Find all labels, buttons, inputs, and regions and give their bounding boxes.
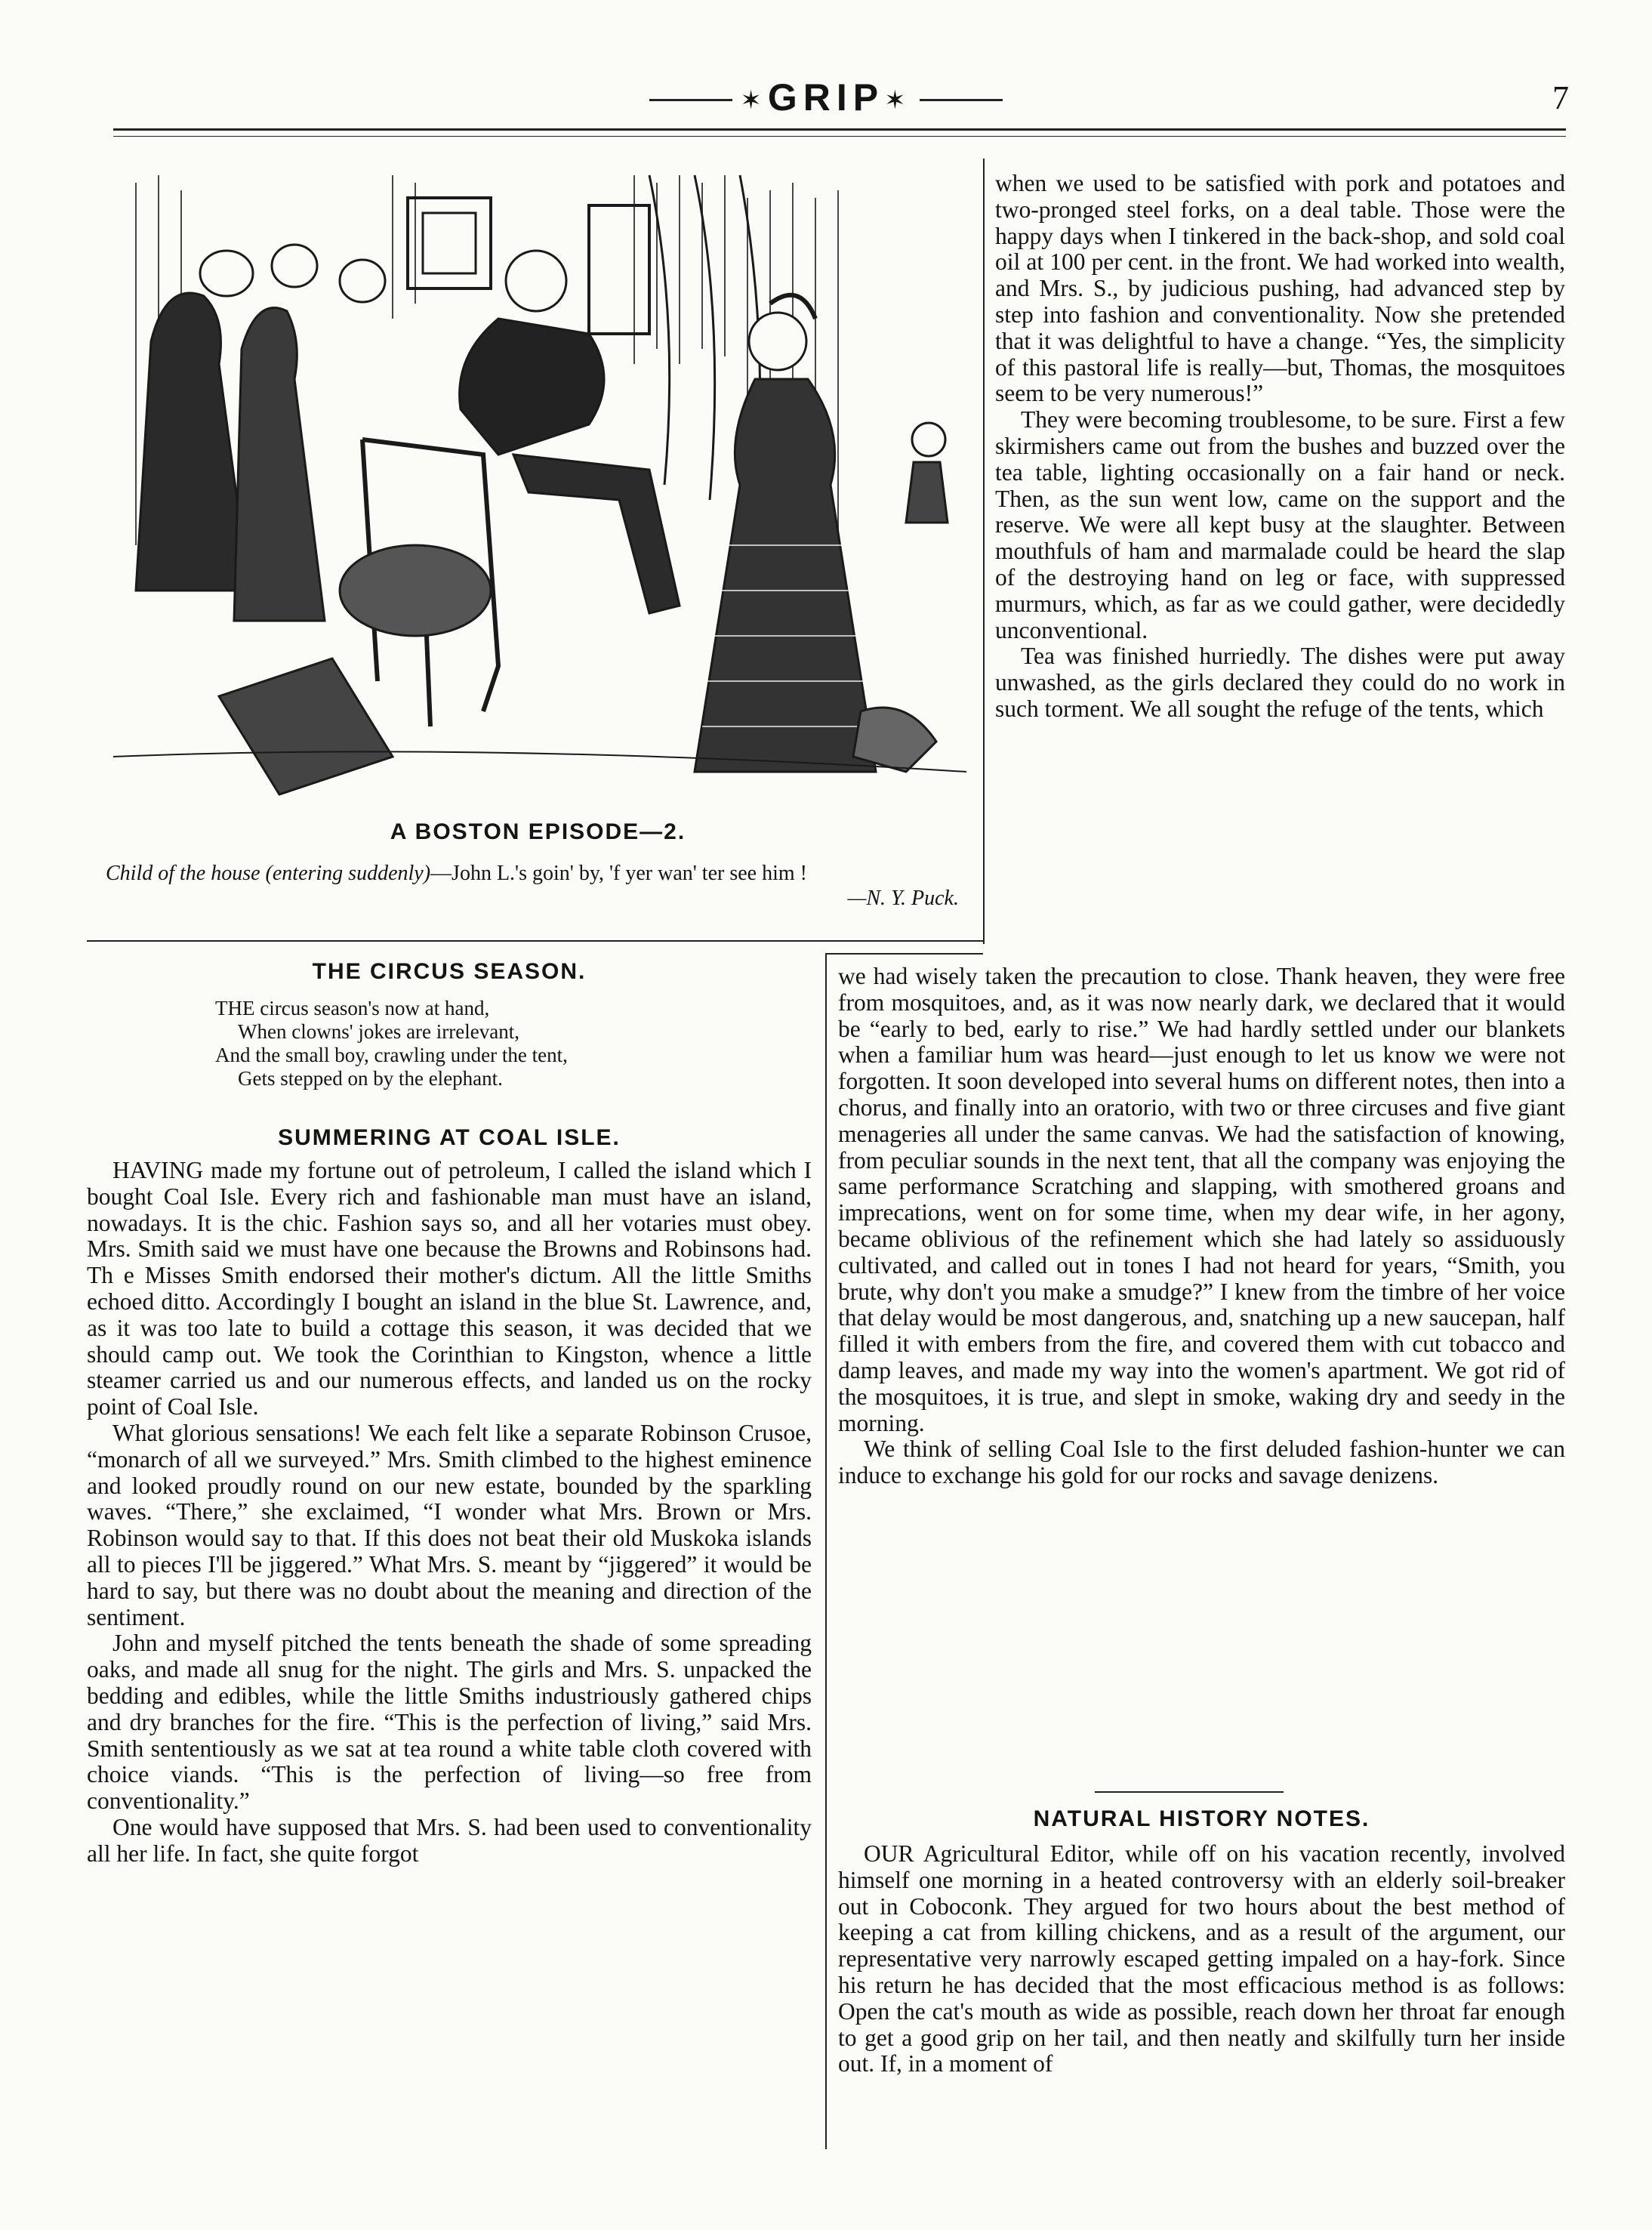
paragraph: John and myself pitched the tents beneath the shade of some spreading oaks, and made all snug for the night. The girls and Mrs. S. unpacked the bedding and edibles, while the little Smiths industriously gathered chips and dry branches for the fire. “This is the perfection of living,” said Mrs. Smith sententiously as we sat at tea round a white table cloth covered with choice viands. “This is the perfection of living—so free from conventionality.” bbox=[87, 1630, 812, 1815]
paragraph: We think of selling Coal Isle to the first deluded fashion-hunter we can induce to exchange his gold for our rocks and savage denizens. bbox=[838, 1436, 1565, 1489]
caption-text: —John L.'s goin' by, 'f yer wan' ter see him ! bbox=[430, 862, 807, 885]
natural-history-title: NATURAL HISTORY NOTES. bbox=[1033, 1806, 1370, 1831]
paragraph: What glorious sensations! We each felt like a separate Robinson Crusoe, “monarch of all we surveyed.” Mrs. Smith climbed to the highest eminence and looked proudly round on our new estate, bounded by the sparkling waves. “There,” she exclaimed, “I wonder what Mrs. Brown or Mrs. Robinson would say to that. If this does not beat their old Muskoka islands all to pieces I'll be jiggered.” What Mrs. S. meant by “jiggered” it would be hard to say, but there was no doubt about the meaning and direction of the sentiment. bbox=[87, 1419, 812, 1630]
column-divider-top bbox=[983, 159, 985, 944]
illustration-source: —N. Y. Puck. bbox=[847, 887, 959, 910]
masthead-title: GRIP bbox=[767, 76, 885, 119]
circus-season-poem bbox=[215, 997, 804, 1090]
summering-article bbox=[87, 1158, 812, 1868]
short-divider bbox=[1095, 1791, 1284, 1793]
masthead-rule-left bbox=[649, 99, 732, 101]
illustration-title: A BOSTON EPISODE—2. bbox=[390, 819, 686, 844]
natural-history-article bbox=[838, 1841, 1565, 2077]
paragraph-text: Agricultural Editor, while off on his vacation recently, involved himself one morning in a heated controversy with an elderly soil-breaker out in Coboconk. They argued for two hours about the best method of keeping a cat from killing chickens, and as a result of the argument, our representative very narrowly escaped getting impaled on a hay-fork. Since his return he has decided that the most efficacious method is as follows: Open the cat's mouth as wide as possible, reach down her throat far enough to get a good grip on her tail, and then neatly and skilfully turn her inside out. If, in a moment of bbox=[838, 1840, 1565, 2077]
caption-speaker: Child of the house (entering suddenly) bbox=[106, 862, 431, 885]
paragraph: we had wisely taken the precaution to close. Thank heaven, they were free from mosquitoes, and, as it was now nearly dark, we declared that it would be “early to bed, early to rise.” We had hardly settled under our blankets when a familiar hum was heard—just enough to let us know we were not forgotten. It soon developed into several hums on different notes, then into a chorus, and finally into an oratorio, with two or three circuses and five giant menageries all under the same canvas. We had the satisfaction of knowing, from peculiar sounds in the next tent, that all the company was enjoying the same performance Scratching and slapping, with smothered groans and imprecations, went on for some time, when my dear wife, in her agony, became oblivious of the refinement which she had lately so assiduously cultivated, and called out in tones I had not heard for years, “Smith, you brute, why don't you make a smudge?” I knew from the timbre of her voice that delay would be most dangerous, and, snatching up a new saucepan, half filled it with embers from the fire, and covered them with cut tobacco and damp leaves, and made my way into the women's apartment. We got rid of the mosquitoes, it is true, and slept in smoke, waking dry and seedy in the morning. bbox=[838, 963, 1565, 1436]
header-rule-thin bbox=[113, 136, 1566, 137]
lead-word: OUR bbox=[864, 1840, 914, 1867]
lead-word: HAVING bbox=[112, 1157, 204, 1183]
poem-line: THE circus season's now at hand, bbox=[215, 997, 490, 1019]
article-continuation-bottom bbox=[838, 964, 1565, 1489]
star-ornament-icon: ✶ bbox=[884, 85, 912, 115]
section-divider-step bbox=[825, 953, 983, 955]
poem-line: When clowns' jokes are irrelevant, bbox=[238, 1020, 519, 1043]
paragraph: They were becoming troublesome, to be sure. First a few skirmishers came out from the bushes and buzzed over the tea table, lighting occasionally on a fair hand or neck. Then, as the sun went low, came on the support and the reserve. We were all kept busy at the slaughter. Between mouthfuls of ham and marmalade could be heard the slap of the destroying hand on leg or face, with suppressed murmurs, which, as far as we could gather, were decidedly unconventional. bbox=[995, 406, 1565, 643]
poem-line: And the small boy, crawling under the tent, bbox=[215, 1044, 568, 1066]
masthead-rule-right bbox=[920, 99, 1003, 101]
paragraph: One would have supposed that Mrs. S. had been used to conventionality all her life. In fact, she quite forgot bbox=[87, 1813, 812, 1867]
poem-line: Gets stepped on by the elephant. bbox=[238, 1067, 503, 1090]
header-rule bbox=[113, 128, 1566, 131]
page-number: 7 bbox=[1552, 79, 1569, 116]
star-ornament-icon: ✶ bbox=[740, 85, 768, 115]
masthead bbox=[0, 76, 1652, 119]
boston-episode-illustration bbox=[106, 168, 970, 810]
paragraph: when we used to be satisfied with pork and potatoes and two-pronged steel forks, on a deal table. Those were the happy days when I tinkered in the back-shop, and sold coal oil at 100 per cent. in the front. We had worked into wealth, and Mrs. S., by judicious pushing, had advanced step by step into fashion and conventionality. Now she pretended that it was delightful to have a change. “Yes, the simplicity of this pastoral life is really—but, Thomas, the mosquitoes seem to be very numerous!” bbox=[995, 170, 1565, 407]
paragraph-text: made my fortune out of petroleum, I called the island which I bought Coal Isle. Every rich and fashionable man must have an island, nowadays. It is the chic. Fashion says so, and all her votaries must obey. Mrs. Smith said we must have one because the Browns and Robinsons had. Th e Misses Smith endorsed their mother's dictum. All the little Smiths echoed ditto. Accordingly I bought an island in the blue St. Lawrence, and, as it was too late to build a cottage this season, it was decided that we should camp out. We took the Corinthian to Kingston, whence a little steamer carried us and our numerous effects, and landed us on the rocky point of Coal Isle. bbox=[87, 1157, 812, 1420]
article-continuation-top bbox=[995, 171, 1565, 723]
paragraph bbox=[838, 1841, 1565, 2077]
paragraph: Tea was finished hurriedly. The dishes were put away unwashed, as the girls declared they could do no work in such torment. We all sought the refuge of the tents, which bbox=[995, 643, 1565, 722]
illustration-caption bbox=[106, 861, 970, 887]
summering-title: SUMMERING AT COAL ISLE. bbox=[278, 1125, 621, 1150]
paragraph bbox=[87, 1158, 812, 1420]
section-divider bbox=[87, 940, 983, 942]
column-divider-bottom bbox=[825, 953, 827, 2149]
circus-season-title: THE CIRCUS SEASON. bbox=[312, 959, 587, 984]
